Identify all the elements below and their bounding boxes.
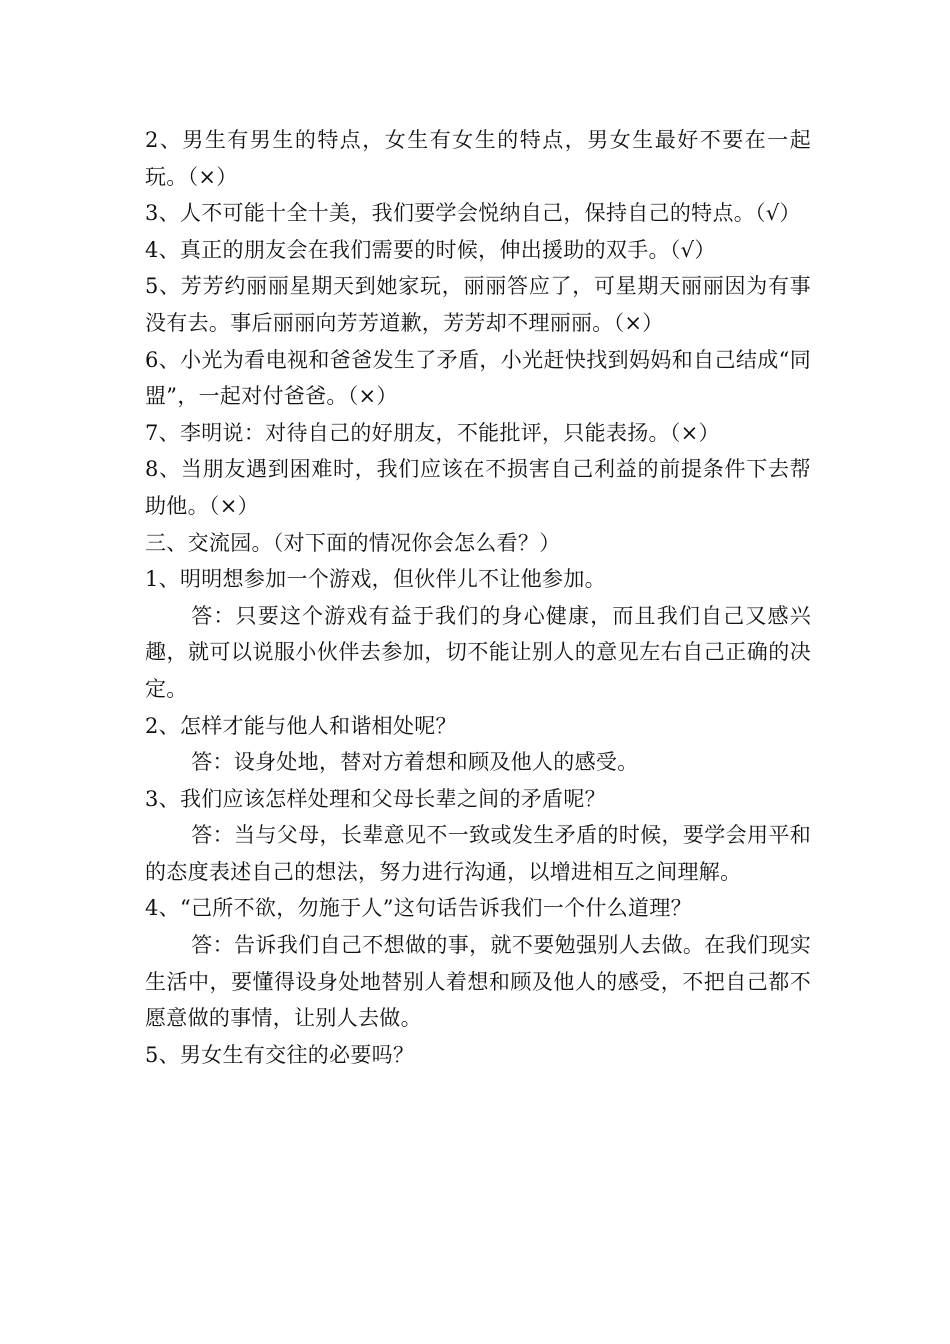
judgment-item-4: 4、真正的朋友会在我们需要的时候，伸出援助的双手。（√）	[145, 237, 716, 262]
answer-4: 答：告诉我们自己不想做的事，就不要勉强别人去做。在我们现实生活中，要懂得设身处地替别人着想和顾及他人的感受，不把自己都不愿意做的事情，让别人去做。	[145, 933, 811, 1031]
answer-3: 答：当与父母，长辈意见不一致或发生矛盾的时候，要学会用平和的态度表述自己的想法，努力进行沟通，以增进相互之间理解。	[145, 823, 811, 884]
section-title: 三、交流园。（对下面的情况你会怎么看？）	[145, 530, 561, 555]
question-2: 2、怎样才能与他人和谐相处呢？	[145, 713, 457, 738]
question-1: 1、明明想参加一个游戏，但伙伴儿不让他参加。	[145, 567, 606, 592]
judgment-item-3: 3、人不可能十全十美，我们要学会悦纳自己，保持自己的特点。（√）	[145, 201, 801, 226]
question-3: 3、我们应该怎样处理和父母长辈之间的矛盾呢？	[145, 786, 606, 811]
question-4: 4、“己所不欲，勿施于人”这句话告诉我们一个什么道理？	[145, 896, 692, 921]
judgment-item-6: 6、小光为看电视和爸爸发生了矛盾，小光赶快找到妈妈和自己结成“同盟”，一起对付爸爸。（×）	[145, 347, 811, 409]
answer-2: 答：设身处地，替对方着想和顾及他人的感受。	[191, 750, 639, 775]
judgment-item-7: 7、李明说：对待自己的好朋友，不能批评，只能表扬。（×）	[145, 420, 720, 445]
question-5: 5、男女生有交往的必要吗？	[145, 1042, 415, 1067]
document-page	[145, 122, 811, 1073]
answer-1: 答：只要这个游戏有益于我们的身心健康，而且我们自己又感兴趣，就可以说服小伙伴去参加，切不能让别人的意见左右自己正确的决定。	[145, 603, 811, 701]
judgment-item-5: 5、芳芳约丽丽星期天到她家玩，丽丽答应了，可星期天丽丽因为有事没有去。事后丽丽向芳芳道歉，芳芳却不理丽丽。（×）	[145, 274, 811, 335]
judgment-item-2: 2、男生有男生的特点，女生有女生的特点，男女生最好不要在一起玩。（×）	[145, 128, 811, 189]
judgment-item-8: 8、当朋友遇到困难时，我们应该在不损害自己利益的前提条件下去帮助他。（×）	[145, 457, 811, 518]
